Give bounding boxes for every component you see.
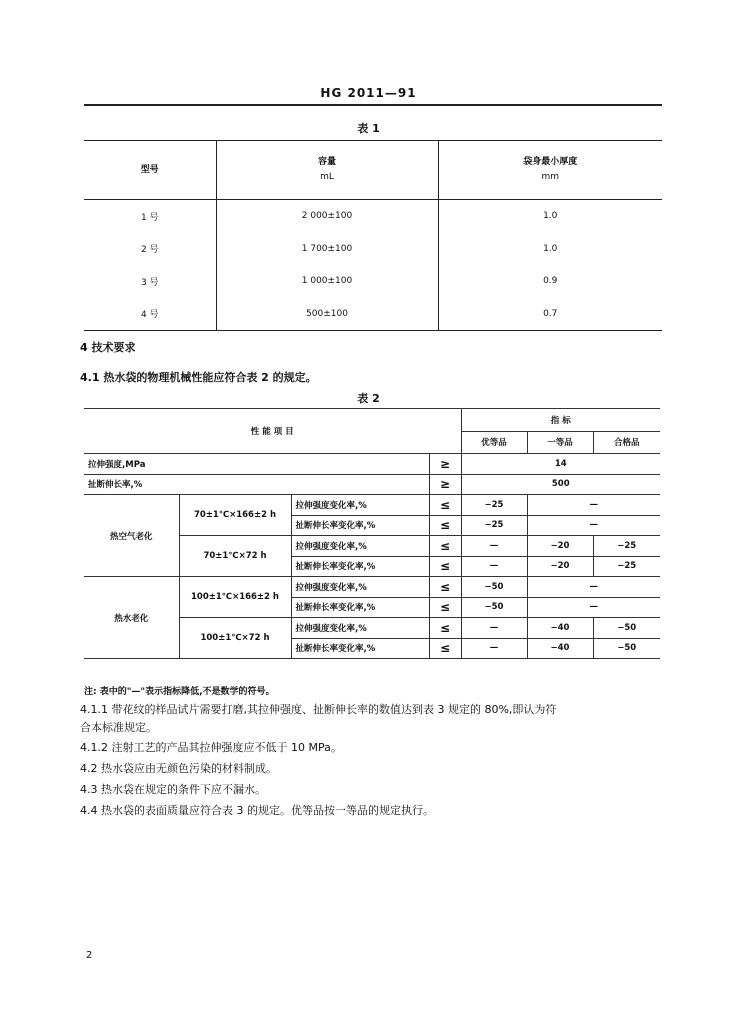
para-4-2: 4.2 热水袋应由无颜色污染的材料制成。 — [80, 762, 277, 775]
value-first: −40 — [527, 638, 593, 659]
table1-cell-model: 4 号 — [140, 310, 159, 321]
symbol-ge: ≥ — [429, 474, 461, 495]
value-premium: −50 — [461, 597, 527, 618]
table1-cell-model: 2 号 — [140, 245, 159, 256]
para-4-1-1-line1: 4.1.1 带花纹的样品试片需要打磨,其拉伸强度、扯断伸长率的数值达到表 3 规定的 80%,即认为符 — [80, 703, 557, 716]
page-number: 2 — [86, 950, 93, 961]
value-first-qualified: — — [527, 577, 660, 598]
table1-cell-model: 3 号 — [140, 277, 159, 288]
table1-col-model: 型号 — [84, 141, 216, 200]
table1-header-row — [84, 141, 662, 200]
symbol-le: ≤ — [429, 536, 461, 557]
value-premium: −25 — [461, 495, 527, 516]
row-item: 拉伸强度变化率,% — [291, 577, 429, 598]
value-first: −20 — [527, 556, 593, 577]
hot-air-cond1: 70±1℃×166±2 h — [179, 495, 291, 536]
value-premium: −50 — [461, 577, 527, 598]
table2-caption: 表 2 — [357, 392, 380, 405]
symbol-le: ≤ — [429, 638, 461, 659]
section4-title: 4 技术要求 — [80, 341, 136, 354]
para-4-3: 4.3 热水袋在规定的条件下应不漏水。 — [80, 783, 266, 796]
symbol-le: ≤ — [429, 577, 461, 598]
value-first-qualified: — — [527, 495, 660, 516]
symbol-le: ≤ — [429, 597, 461, 618]
table1-cell-thickness: 1.0 — [438, 233, 662, 266]
value-qualified: −25 — [593, 556, 660, 577]
row-item: 拉伸强度变化率,% — [291, 618, 429, 639]
table1 — [84, 140, 662, 331]
table1-cell-capacity: 500±100 — [216, 298, 438, 331]
row-item: 拉伸强度变化率,% — [291, 536, 429, 557]
symbol-ge: ≥ — [429, 454, 461, 475]
value-premium: — — [461, 638, 527, 659]
table1-cell-capacity: 2 000±100 — [216, 200, 438, 233]
value-premium: — — [461, 536, 527, 557]
para-4-1-1-line2: 合本标准规定。 — [80, 721, 157, 734]
header-rule — [84, 104, 662, 106]
row-item: 扯断伸长率变化率,% — [291, 556, 429, 577]
tensile-strength-value: 14 — [461, 454, 660, 475]
table1-col-capacity: 容量 mL — [216, 141, 438, 200]
table1-cell-thickness: 0.7 — [438, 298, 662, 331]
row-item: 拉伸强度变化率,% — [291, 495, 429, 516]
para-4-1: 4.1 热水袋的物理机械性能应符合表 2 的规定。 — [80, 371, 317, 384]
table-row — [84, 233, 662, 266]
table1-col-thickness: 袋身最小厚度 mm — [438, 141, 662, 200]
table2-header-index: 指 标 — [461, 409, 660, 432]
table1-cell-thickness: 0.9 — [438, 265, 662, 298]
table2-header-item: 性 能 项 目 — [84, 409, 461, 454]
row-item: 扯断伸长率变化率,% — [291, 597, 429, 618]
symbol-le: ≤ — [429, 495, 461, 516]
table1-cell-model: 1 号 — [140, 212, 159, 223]
table1-cell-thickness: 1.0 — [438, 200, 662, 233]
value-first: −20 — [527, 536, 593, 557]
symbol-le: ≤ — [429, 618, 461, 639]
value-premium: — — [461, 556, 527, 577]
table-row — [84, 454, 660, 475]
hot-air-aging-label: 热空气老化 — [84, 495, 179, 577]
symbol-le: ≤ — [429, 556, 461, 577]
row-item: 扯断伸长率变化率,% — [291, 515, 429, 536]
elongation-value: 500 — [461, 474, 660, 495]
value-first-qualified: — — [527, 515, 660, 536]
value-first-qualified: — — [527, 597, 660, 618]
table-row — [84, 474, 660, 495]
table-row — [84, 200, 662, 233]
value-qualified: −50 — [593, 638, 660, 659]
tensile-strength-label: 拉伸强度,MPa — [84, 454, 429, 475]
elongation-label: 扯断伸长率,% — [84, 474, 429, 495]
para-4-4: 4.4 热水袋的表面质量应符合表 3 的规定。优等品按一等品的规定执行。 — [80, 804, 434, 817]
table2-note: 注: 表中的"—"表示指标降低,不是数学的符号。 — [84, 687, 275, 697]
table2 — [84, 408, 660, 659]
table-row — [84, 577, 660, 598]
hot-water-cond1: 100±1℃×166±2 h — [179, 577, 291, 618]
grade-premium: 优等品 — [461, 431, 527, 454]
table-row — [84, 495, 660, 516]
row-item: 扯断伸长率变化率,% — [291, 638, 429, 659]
hot-water-aging-label: 热水老化 — [84, 577, 179, 659]
hot-water-cond2: 100±1℃×72 h — [179, 618, 291, 659]
value-first: −40 — [527, 618, 593, 639]
grade-qualified: 合格品 — [593, 431, 660, 454]
table-row — [84, 298, 662, 331]
value-premium: −25 — [461, 515, 527, 536]
table2-header-row — [84, 409, 660, 432]
table1-caption: 表 1 — [357, 122, 380, 135]
value-qualified: −50 — [593, 618, 660, 639]
hot-air-cond2: 70±1℃×72 h — [179, 536, 291, 577]
value-premium: — — [461, 618, 527, 639]
para-4-1-2: 4.1.2 注射工艺的产品其拉伸强度应不低于 10 MPa。 — [80, 741, 342, 754]
standard-code: HG 2011—91 — [320, 86, 417, 100]
symbol-le: ≤ — [429, 515, 461, 536]
table-row — [84, 265, 662, 298]
table1-cell-capacity: 1 000±100 — [216, 265, 438, 298]
grade-first: 一等品 — [527, 431, 593, 454]
value-qualified: −25 — [593, 536, 660, 557]
table1-cell-capacity: 1 700±100 — [216, 233, 438, 266]
